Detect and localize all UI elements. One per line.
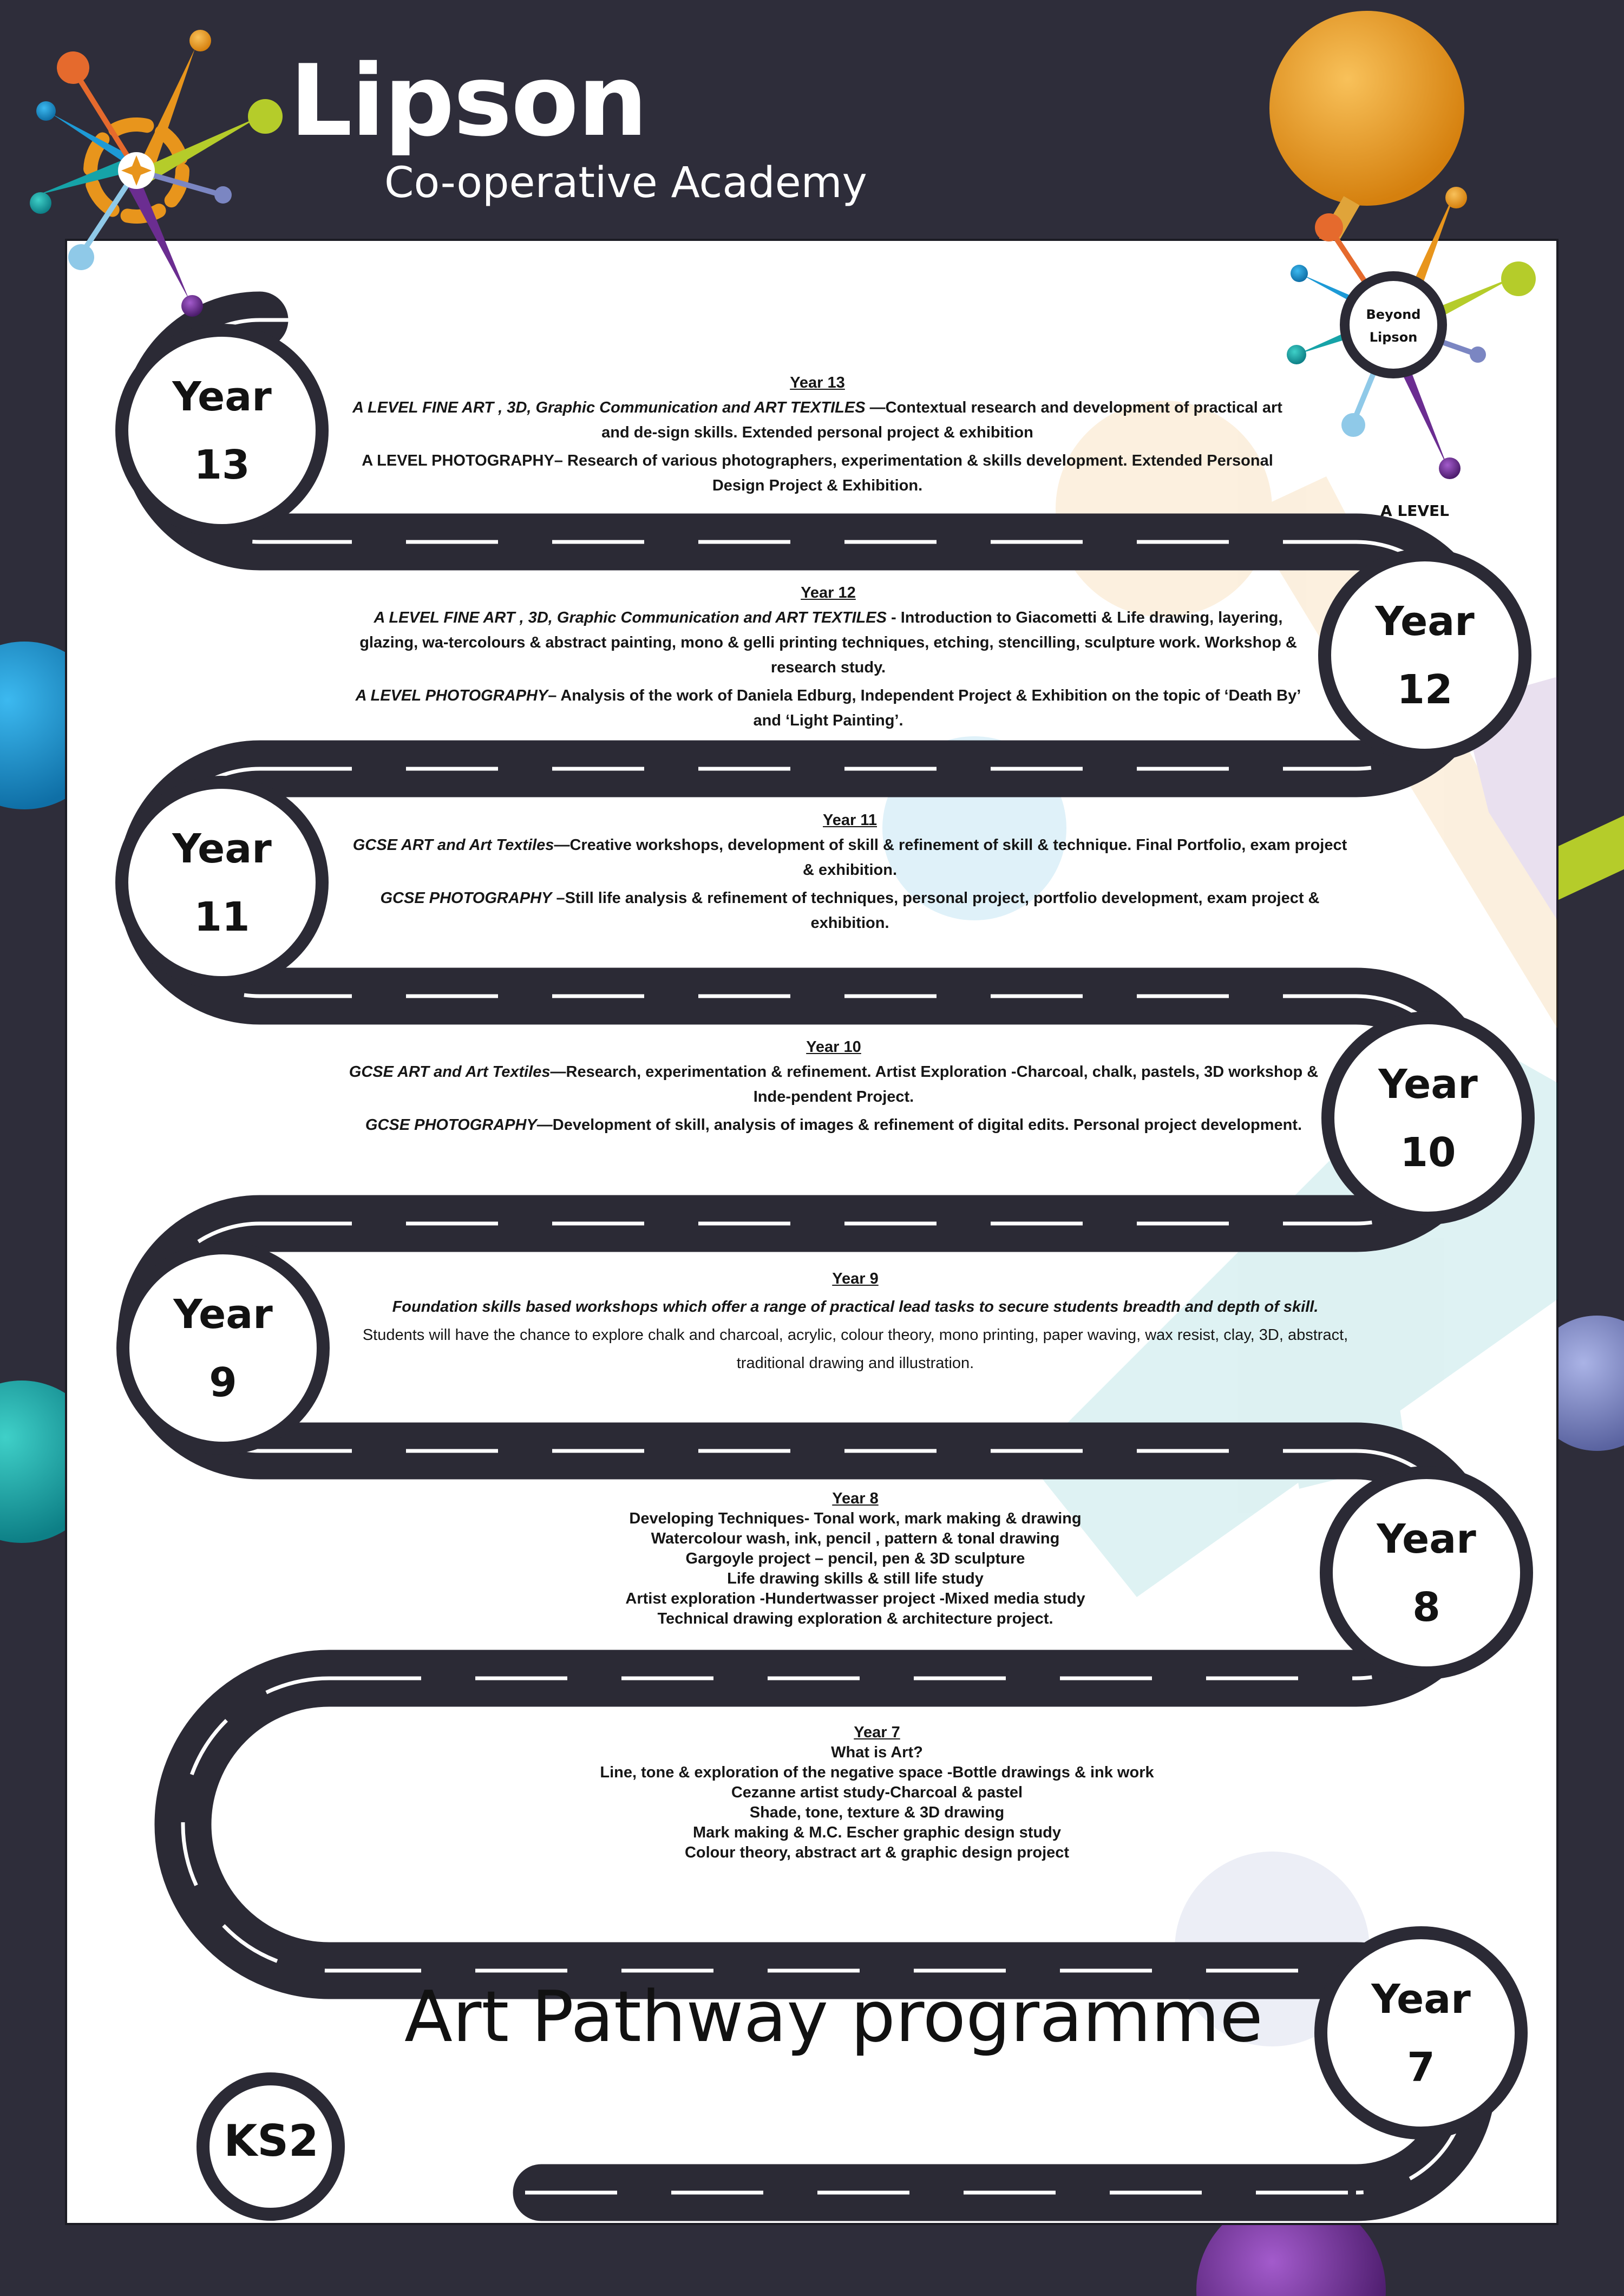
- year-10-number: 10: [1400, 1129, 1456, 1176]
- year-9-lead: Foundation skills based workshops which offer a range of practical lead tasks to secure students breadth and depth of skill.: [392, 1298, 1319, 1316]
- year-7-line-6: Colour theory, abstract art & graphic design project: [684, 1844, 1070, 1861]
- year-7-line-2: Line, tone & exploration of the negative space -Bottle drawings & ink work: [600, 1764, 1154, 1781]
- year-8-heading: Year 8: [832, 1490, 879, 1507]
- logo-ball-periwinkle: [214, 186, 232, 204]
- year-8-line-3: Gargoyle project – pencil, pen & 3D sculpture: [685, 1550, 1025, 1567]
- beyond-ball-orange: [1445, 187, 1467, 208]
- year-10-paragraph-1: [346, 1059, 1321, 1109]
- logo-ball-teal: [30, 192, 51, 214]
- year-8-line-2: Watercolour wash, ink, pencil , pattern & tonal drawing: [651, 1530, 1060, 1547]
- year-7-label: [1334, 1965, 1508, 2102]
- logo-ball-blue: [36, 101, 56, 121]
- logo-ball-light: [68, 244, 94, 270]
- year-13-description: [346, 370, 1288, 498]
- year-9-body: Students will have the chance to explore chalk and charcoal, acrylic, colour theory, mono printing, paper waving, wax resist, clay, 3D, abstract, traditional drawing and illustration.: [362, 1326, 1348, 1372]
- year-8-line-5: Artist exploration -Hundertwasser project -Mixed media study: [625, 1590, 1085, 1607]
- year-7-line-3: Cezanne artist study-Charcoal & pastel: [731, 1784, 1023, 1801]
- year-9-number: 9: [209, 1359, 237, 1406]
- programme-title: Art Pathway programme: [404, 1976, 1263, 2058]
- year-13-course-label: A LEVEL FINE ART , 3D, Graphic Communication and ART TEXTILES: [352, 399, 866, 416]
- year-11-photo-text: –Still life analysis & refinement of techniques, personal project, portfolio development, exam project & exhibition.: [552, 889, 1320, 932]
- year-10-word: Year: [1378, 1061, 1478, 1108]
- year-12-course-text: - Introduction to Giacometti & Life drawing, layering, glazing, wa-tercolours & abstract painting, mono & gelli printing techniques, etching, stencilling, sculpture work. Workshop & research study.: [359, 609, 1297, 676]
- year-11-paragraph-1: [346, 833, 1353, 882]
- beyond-ball-purple: [1439, 457, 1461, 479]
- year-12-number: 12: [1397, 666, 1453, 713]
- beyond-ball-teal: [1287, 345, 1306, 364]
- beyond-ball-blue: [1291, 265, 1308, 282]
- a-level-label: A LEVEL: [1380, 502, 1450, 520]
- year-9-description: [346, 1265, 1364, 1377]
- year-7-number: 7: [1407, 2044, 1435, 2091]
- year-7-word: Year: [1371, 1976, 1471, 2023]
- year-10-art-text: —Research, experimentation & refinement. Artist Exploration -Charcoal, chalk, pastels, 3D workshop & Inde-pendent Project.: [550, 1063, 1319, 1106]
- year-8-line-1: Developing Techniques- Tonal work, mark making & drawing: [629, 1510, 1082, 1527]
- year-9-heading: Year 9: [832, 1270, 879, 1287]
- year-10-paragraph-2: [346, 1113, 1321, 1137]
- year-11-label: [135, 815, 309, 951]
- year-11-art-label: GCSE ART and Art Textiles: [352, 836, 554, 854]
- logo-ball-purple: [181, 295, 203, 317]
- year-9-label: [136, 1280, 310, 1417]
- year-9-word: Year: [173, 1291, 273, 1338]
- year-7-heading: Year 7: [854, 1724, 900, 1741]
- year-12-course-label: A LEVEL FINE ART , 3D, Graphic Communication and ART TEXTILES: [374, 609, 887, 626]
- year-12-word: Year: [1375, 598, 1475, 645]
- year-7-description: [541, 1723, 1213, 1863]
- year-10-photo-label: GCSE PHOTOGRAPHY: [365, 1116, 537, 1134]
- beyond-lipson-label: [1345, 303, 1442, 349]
- year-8-label: [1340, 1505, 1513, 1641]
- year-11-heading: Year 11: [823, 812, 877, 829]
- year-13-course-text: —Contextual research and development of practical art and de-sign skills. Extended personal project & exhibition: [601, 399, 1282, 441]
- brand-subtitle: Co-operative Academy: [384, 159, 867, 207]
- year-11-description: [346, 808, 1353, 936]
- year-13-label: [135, 363, 309, 499]
- beyond-line-1: Beyond: [1366, 307, 1421, 322]
- year-11-number: 11: [194, 894, 250, 940]
- year-12-photo-label: A LEVEL PHOTOGRAPHY: [355, 687, 548, 704]
- year-13-paragraph-1: [346, 395, 1288, 445]
- year-13-word: Year: [172, 374, 272, 420]
- year-13-paragraph-2: A LEVEL PHOTOGRAPHY– Research of various photographers, experimentation & skills development. Extended Personal Design Project & Exhibition.: [362, 452, 1273, 494]
- year-11-art-text: —Creative workshops, development of skill & refinement of skill & technique. Final Portfolio, exam project & exhibition.: [554, 836, 1347, 879]
- year-8-word: Year: [1377, 1516, 1476, 1562]
- year-11-photo-label: GCSE PHOTOGRAPHY: [380, 889, 552, 907]
- year-10-description: [346, 1035, 1321, 1137]
- year-12-paragraph-2: [352, 683, 1305, 733]
- year-10-heading: Year 10: [806, 1038, 861, 1056]
- ks2-label: KS2: [224, 2116, 319, 2166]
- year-7-line-5: Mark making & M.C. Escher graphic design study: [692, 1824, 1062, 1841]
- logo-ball-orange: [189, 30, 211, 51]
- beyond-line-2: Lipson: [1369, 330, 1418, 345]
- logo-ball-red: [57, 51, 89, 84]
- year-7-line-4: Shade, tone, texture & 3D drawing: [749, 1804, 1005, 1821]
- year-13-heading: Year 13: [790, 374, 845, 391]
- year-12-heading: Year 12: [801, 584, 856, 601]
- brand-header: [290, 43, 867, 207]
- year-11-word: Year: [172, 826, 272, 872]
- year-10-label: [1341, 1050, 1515, 1187]
- year-12-paragraph-1: [352, 605, 1305, 680]
- year-8-line-6: Technical drawing exploration & architecture project.: [657, 1610, 1053, 1627]
- sphere-orange-top: [1269, 11, 1464, 206]
- year-12-description: [352, 580, 1305, 733]
- year-10-photo-text: —Development of skill, analysis of images & refinement of digital edits. Personal project development.: [536, 1116, 1302, 1134]
- beyond-ball-periwinkle: [1470, 346, 1486, 363]
- year-13-number: 13: [194, 442, 250, 488]
- year-11-paragraph-2: [346, 886, 1353, 936]
- brand-title: Lipson: [290, 43, 647, 158]
- year-8-description: [541, 1489, 1169, 1629]
- year-8-line-4: Life drawing skills & still life study: [727, 1570, 984, 1587]
- beyond-ball-light: [1341, 413, 1365, 437]
- year-10-art-label: GCSE ART and Art Textiles: [349, 1063, 551, 1081]
- year-12-photo-text: – Analysis of the work of Daniela Edburg, Independent Project & Exhibition on the topic of ‘Death By’ and ‘Light Painting’.: [548, 687, 1301, 729]
- beyond-ball-red: [1315, 213, 1343, 241]
- year-7-line-1: What is Art?: [831, 1744, 923, 1761]
- year-12-label: [1338, 587, 1511, 724]
- logo-ball-lime: [248, 99, 283, 134]
- year-8-number: 8: [1412, 1584, 1440, 1631]
- beyond-ball-lime: [1501, 261, 1536, 296]
